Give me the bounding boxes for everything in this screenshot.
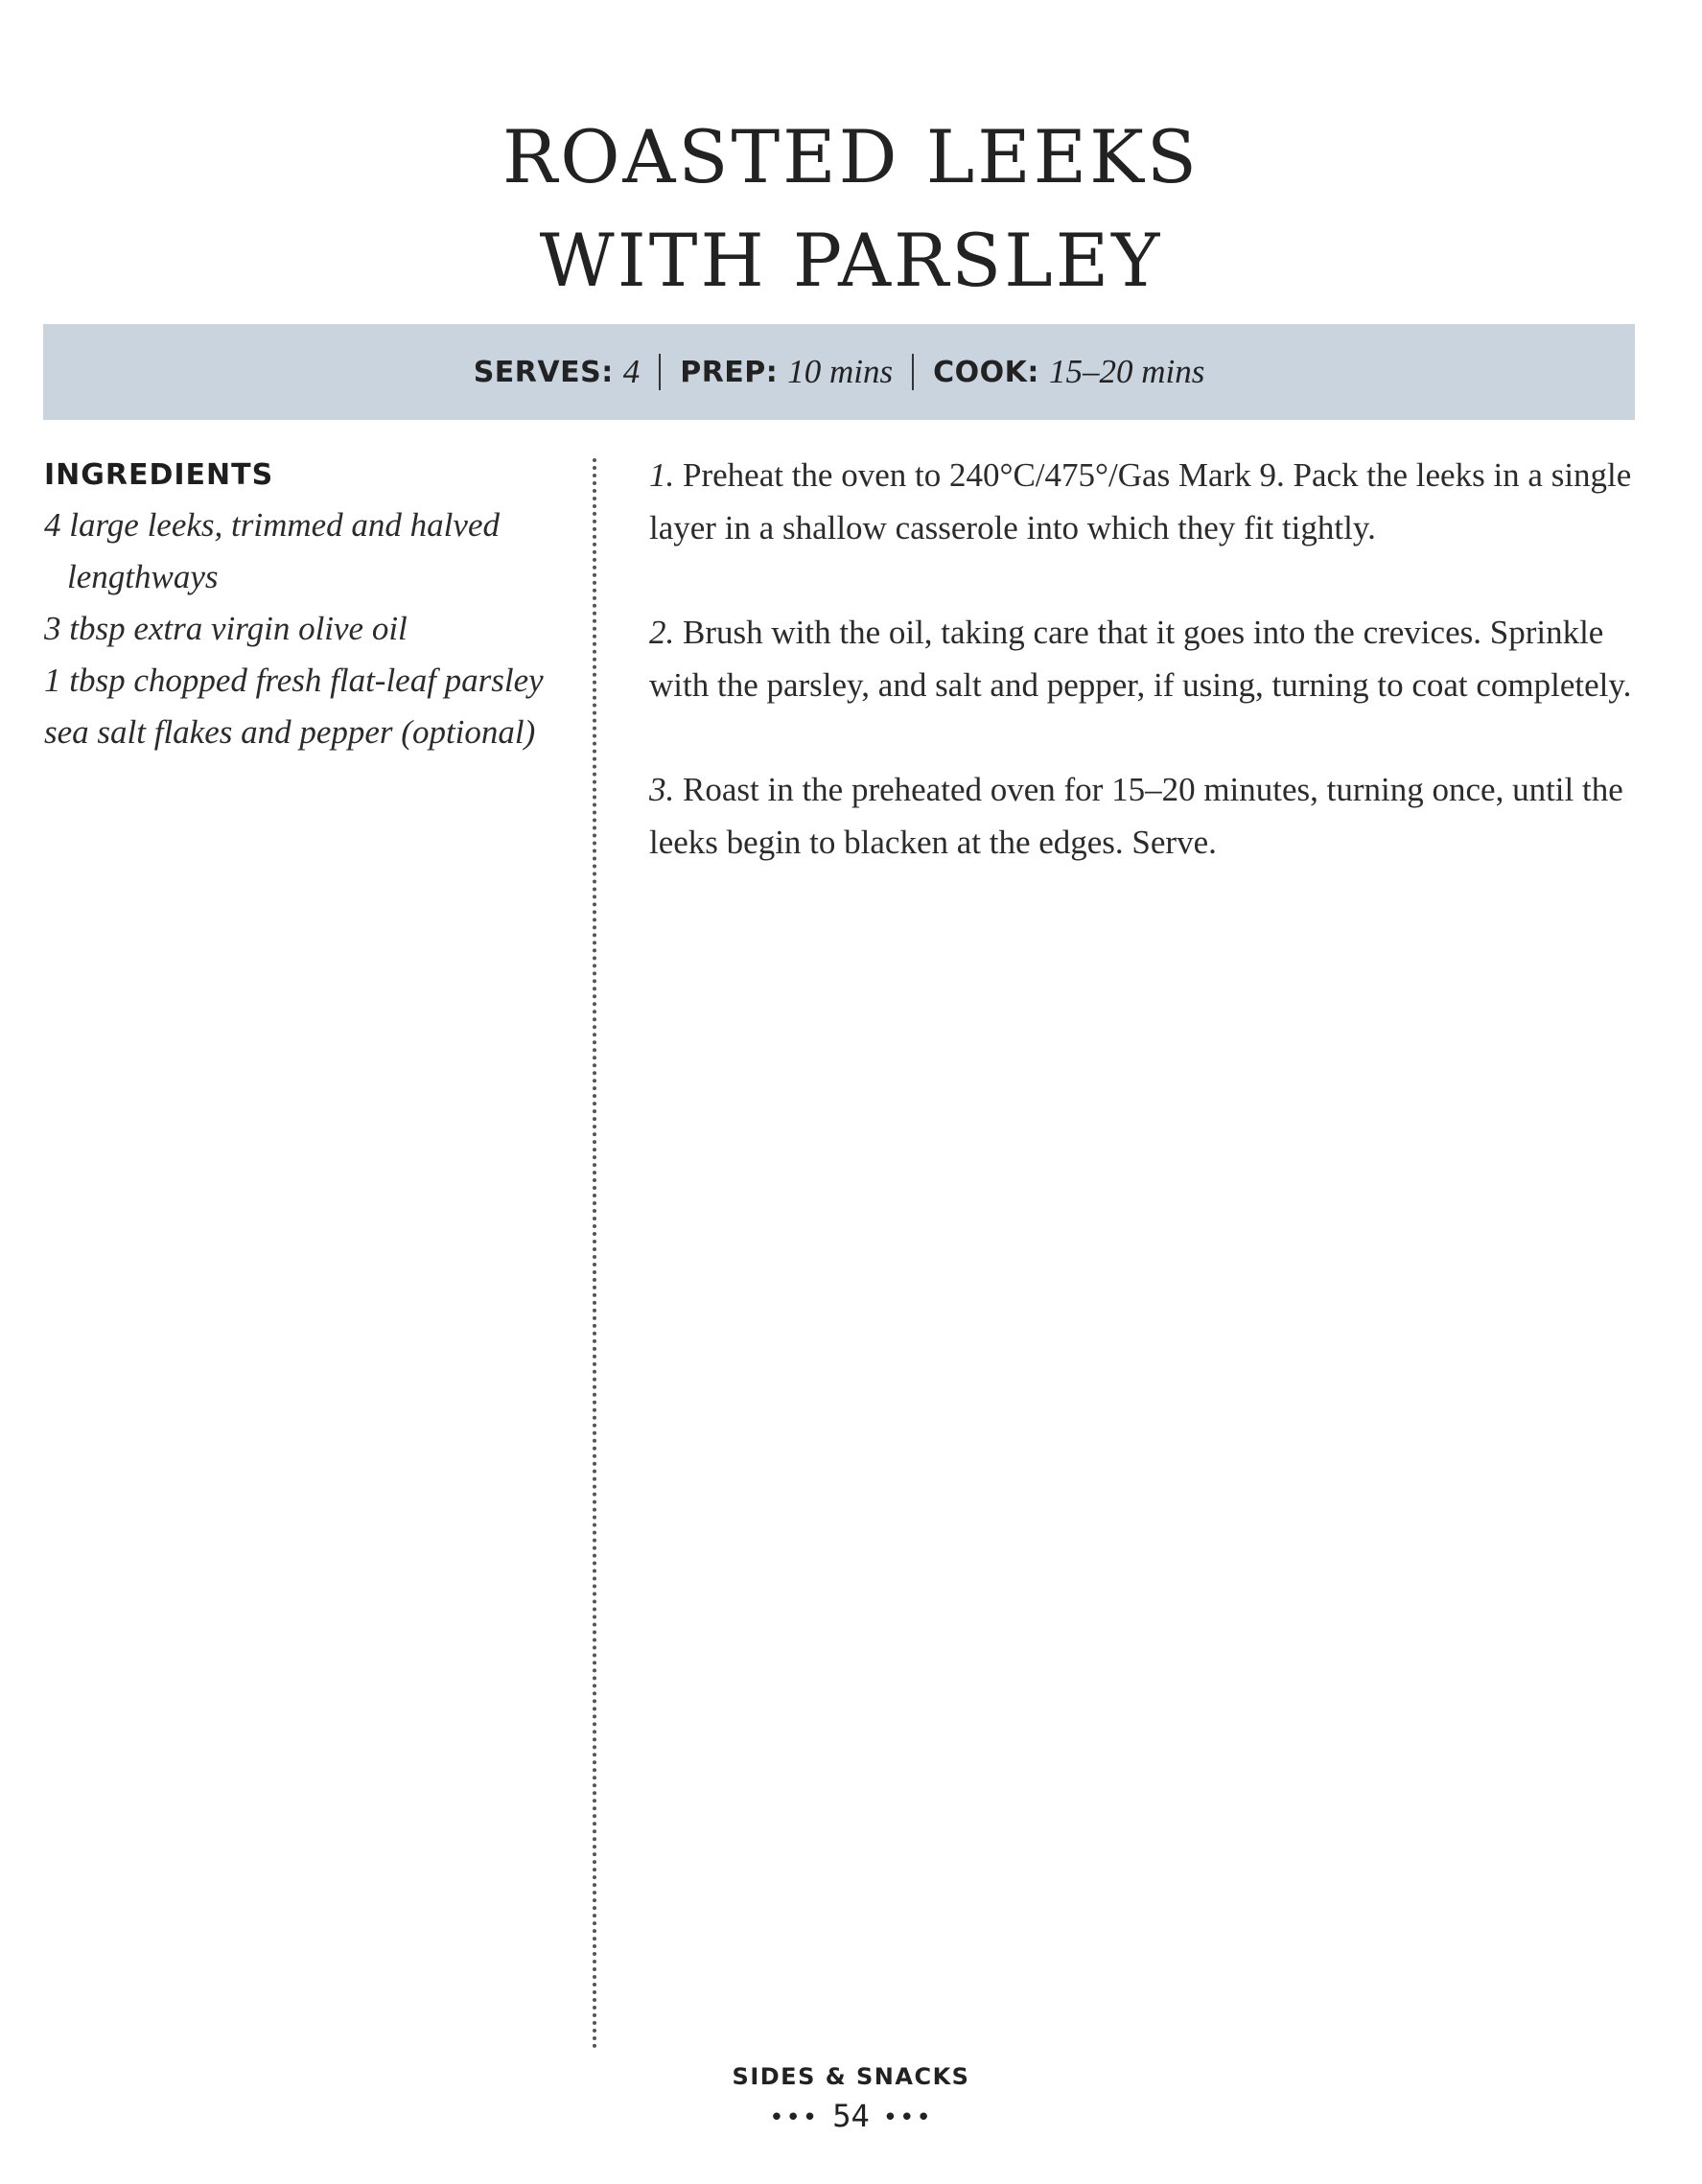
dots-ornament-right: ••• [882, 2103, 933, 2132]
cook-value: 15–20 mins [1048, 353, 1205, 390]
recipe-title [0, 105, 1702, 313]
step-number: 3. [649, 771, 675, 808]
info-separator [912, 354, 914, 390]
ingredients-heading: INGREDIENTS [44, 458, 274, 492]
page-footer [0, 2063, 1702, 2134]
info-separator [659, 354, 661, 390]
page-number: 54 [832, 2098, 870, 2134]
serves-value: 4 [622, 353, 641, 390]
ingredients-list [44, 500, 562, 758]
prep-value: 10 mins [787, 353, 894, 390]
section-name: SIDES & SNACKS [732, 2063, 970, 2090]
step-text: Roast in the preheated oven for 15–20 minutes, turning once, until the leeks begin to blacken at the edges. Serve. [649, 771, 1623, 861]
ingredient-item: 3 tbsp extra virgin olive oil [44, 610, 408, 647]
step-number: 1. [649, 456, 675, 494]
prep-label: PREP: [680, 355, 779, 389]
dotted-column-divider [593, 458, 596, 2050]
ingredient-item: 4 large leeks, trimmed and halved lengthways [44, 506, 500, 595]
cook-label: COOK: [933, 355, 1039, 389]
step-text: Preheat the oven to 240°C/475°/Gas Mark 9. Pack the leeks in a single layer in a shallow casserole into which they fit tightly. [649, 456, 1632, 546]
dots-ornament-left: ••• [769, 2103, 820, 2132]
recipe-title-line-2: WITH PARSLEY [539, 218, 1163, 303]
recipe-title-line-1: ROASTED LEEKS [501, 114, 1200, 199]
method-step [649, 606, 1637, 711]
method-step [649, 449, 1637, 554]
method-step [649, 763, 1637, 869]
ingredient-item: sea salt flakes and pepper (optional) [44, 713, 536, 751]
page-number-row [0, 2098, 1702, 2134]
step-number: 2. [649, 614, 675, 651]
method-column [649, 449, 1637, 920]
recipe-info-bar [43, 324, 1635, 420]
step-text: Brush with the oil, taking care that it goes into the crevices. Sprinkle with the parsley, and salt and pepper, if using, turning to coat completely. [649, 614, 1632, 704]
serves-label: SERVES: [473, 355, 614, 389]
ingredients-column [44, 458, 562, 758]
ingredient-item: 1 tbsp chopped fresh flat-leaf parsley [44, 662, 544, 699]
